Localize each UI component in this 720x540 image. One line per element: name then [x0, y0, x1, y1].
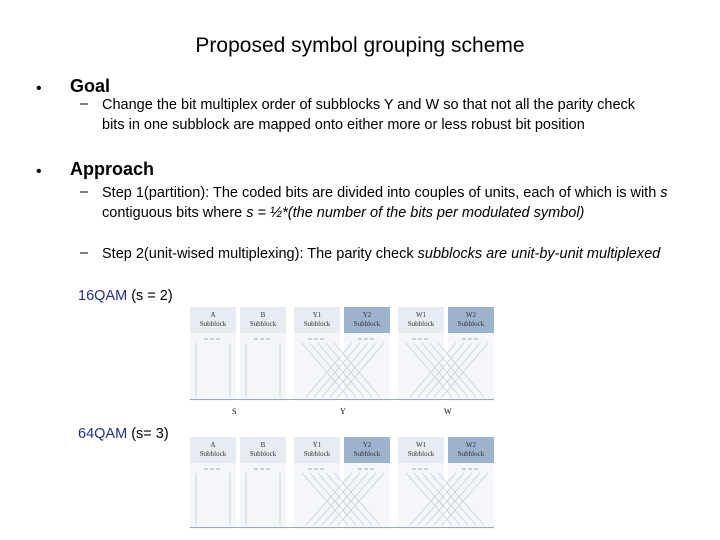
interleave-lines	[190, 307, 500, 401]
diagram-64qam	[190, 437, 500, 532]
subblock-caption: Subblock	[407, 449, 435, 458]
subblock-name: Y1	[312, 441, 322, 449]
subblock-caption: Subblock	[303, 319, 331, 328]
subblock-name: B	[260, 441, 266, 449]
subblock-caption: Subblock	[353, 319, 381, 328]
subblock-caption: Subblock	[199, 449, 227, 458]
diagram-16qam	[190, 307, 500, 419]
step2-text: Step 2(unit-wised multiplexing): The parity check subblocks are unit-by-unit multiplexed	[102, 246, 661, 262]
subblock-caption: Subblock	[457, 319, 485, 328]
approach-heading: Approach	[70, 159, 155, 179]
subblock-caption: Subblock	[303, 449, 331, 458]
goal-item: Change the bit multiplex order of subblocks Y and W so that not all the parity check bits in one subblock are mapped onto either more or less robust bit position	[102, 97, 636, 133]
subblock-caption: Subblock	[457, 449, 485, 458]
subblock-name: B	[260, 311, 266, 319]
slide-title: Proposed symbol grouping scheme	[195, 34, 525, 57]
subblock-caption: Subblock	[249, 319, 277, 328]
subblock-name: W2	[465, 311, 477, 319]
step1-dash: –	[80, 184, 89, 200]
subblock-caption: Subblock	[353, 449, 381, 458]
goal-bullet: •	[36, 80, 42, 97]
goal-dash: –	[80, 96, 89, 112]
approach-bullet: •	[36, 163, 42, 180]
subblock-caption: Subblock	[249, 449, 277, 458]
subblock-name: W2	[465, 441, 477, 449]
output-baseline	[190, 399, 494, 400]
output-baseline	[190, 527, 494, 528]
subblock-name: W1	[415, 441, 427, 449]
subblock-name: Y2	[362, 311, 372, 319]
label-64qam: 64QAM (s= 3)	[78, 426, 169, 442]
subblock-name: A	[210, 311, 216, 319]
subblock-name: W1	[415, 311, 427, 319]
subblock-caption: Subblock	[407, 319, 435, 328]
subblock-name: Y2	[362, 441, 372, 449]
subblock-name: Y1	[312, 311, 322, 319]
label-16qam: 16QAM (s = 2)	[78, 288, 173, 304]
group-label-w: W	[444, 407, 452, 416]
step1-text: Step 1(partition): The coded bits are divided into couples of units, each of which is with s contiguous bits where s = ½*(the number of the bits per modulated symbol)	[102, 185, 668, 221]
group-label-y: Y	[340, 407, 346, 416]
subblock-name: A	[210, 441, 216, 449]
goal-heading: Goal	[70, 76, 111, 96]
step2-dash: –	[80, 245, 89, 261]
subblock-caption: Subblock	[199, 319, 227, 328]
interleave-lines	[190, 437, 500, 529]
group-label-s: S	[232, 407, 237, 416]
